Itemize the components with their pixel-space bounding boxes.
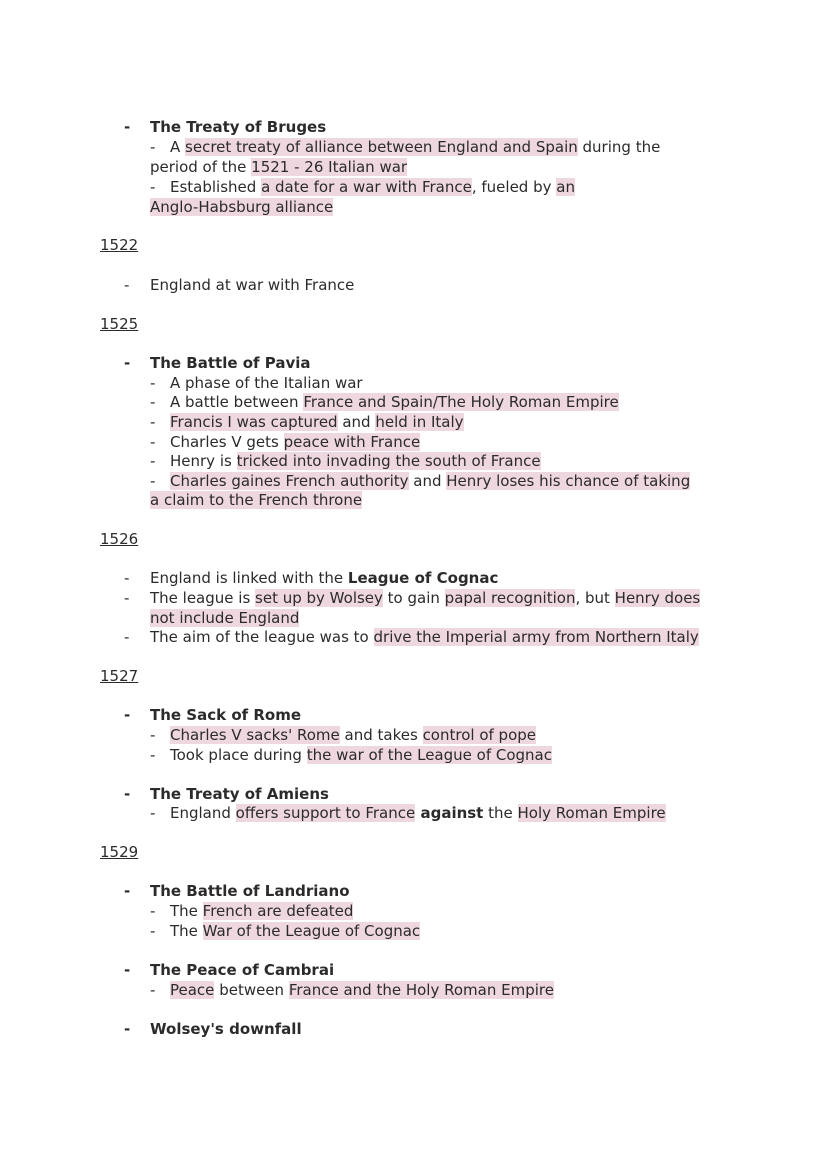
pavia-line-4: - Charles V gets peace with France: [150, 433, 421, 451]
heading-wolseys-downfall: Wolsey's downfall: [150, 1020, 302, 1038]
bruges-line-3: - Established a date for a war with France, fueled by an: [150, 178, 575, 196]
year-1522: 1522: [100, 236, 139, 254]
bullet-dash: -: [124, 589, 130, 607]
item-1526-2: The league is set up by Wolsey to gain papal recognition, but Henry does: [150, 589, 701, 607]
heading-battle-of-landriano: The Battle of Landriano: [150, 882, 350, 900]
pavia-line-3: - Francis I was captured and held in Italy: [150, 413, 464, 431]
bullet-dash: -: [124, 882, 131, 900]
pavia-line-6: - Charles gaines French authority and Henry loses his chance of taking: [150, 472, 691, 490]
year-1529: 1529: [100, 843, 139, 861]
bullet-dash: -: [124, 276, 130, 294]
rome-line-1: - Charles V sacks' Rome and takes control of pope: [150, 726, 536, 744]
heading-treaty-of-bruges: The Treaty of Bruges: [150, 118, 327, 136]
bullet-dash: -: [124, 961, 131, 979]
bullet-dash: -: [124, 118, 131, 136]
item-1526-3: The aim of the league was to drive the Imperial army from Northern Italy: [150, 628, 699, 646]
heading-battle-of-pavia: The Battle of Pavia: [150, 354, 311, 372]
heading-sack-of-rome: The Sack of Rome: [150, 706, 302, 724]
item-1526-2-cont: not include England: [150, 609, 300, 627]
amiens-line-1: - England offers support to France against the Holy Roman Empire: [150, 804, 666, 822]
rome-line-2: - Took place during the war of the League of Cognac: [150, 746, 552, 764]
bullet-dash: -: [124, 706, 131, 724]
year-1527: 1527: [100, 667, 139, 685]
item-1522: England at war with France: [150, 276, 355, 294]
bullet-dash: -: [124, 785, 131, 803]
bullet-dash: -: [124, 1020, 131, 1038]
bullet-dash: -: [124, 569, 130, 587]
bruges-line-1: - A secret treaty of alliance between England and Spain during the: [150, 138, 661, 156]
bullet-dash: -: [124, 354, 131, 372]
landriano-line-1: - The French are defeated: [150, 902, 354, 920]
year-1526: 1526: [100, 530, 139, 548]
bruges-line-4: Anglo-Habsburg alliance: [150, 198, 334, 216]
pavia-line-1: - A phase of the Italian war: [150, 374, 363, 392]
landriano-line-2: - The War of the League of Cognac: [150, 922, 421, 940]
year-1525: 1525: [100, 315, 139, 333]
heading-peace-of-cambrai: The Peace of Cambrai: [150, 961, 335, 979]
bruges-line-2: period of the 1521 - 26 Italian war: [150, 158, 408, 176]
pavia-line-5: - Henry is tricked into invading the south of France: [150, 452, 541, 470]
item-1526-1: England is linked with the League of Cognac: [150, 569, 499, 587]
pavia-line-2: - A battle between France and Spain/The Holy Roman Empire: [150, 393, 619, 411]
cambrai-line-1: - Peace between France and the Holy Roman Empire: [150, 981, 554, 999]
heading-treaty-of-amiens: The Treaty of Amiens: [150, 785, 329, 803]
bullet-dash: -: [124, 628, 130, 646]
pavia-line-7: a claim to the French throne: [150, 491, 363, 509]
